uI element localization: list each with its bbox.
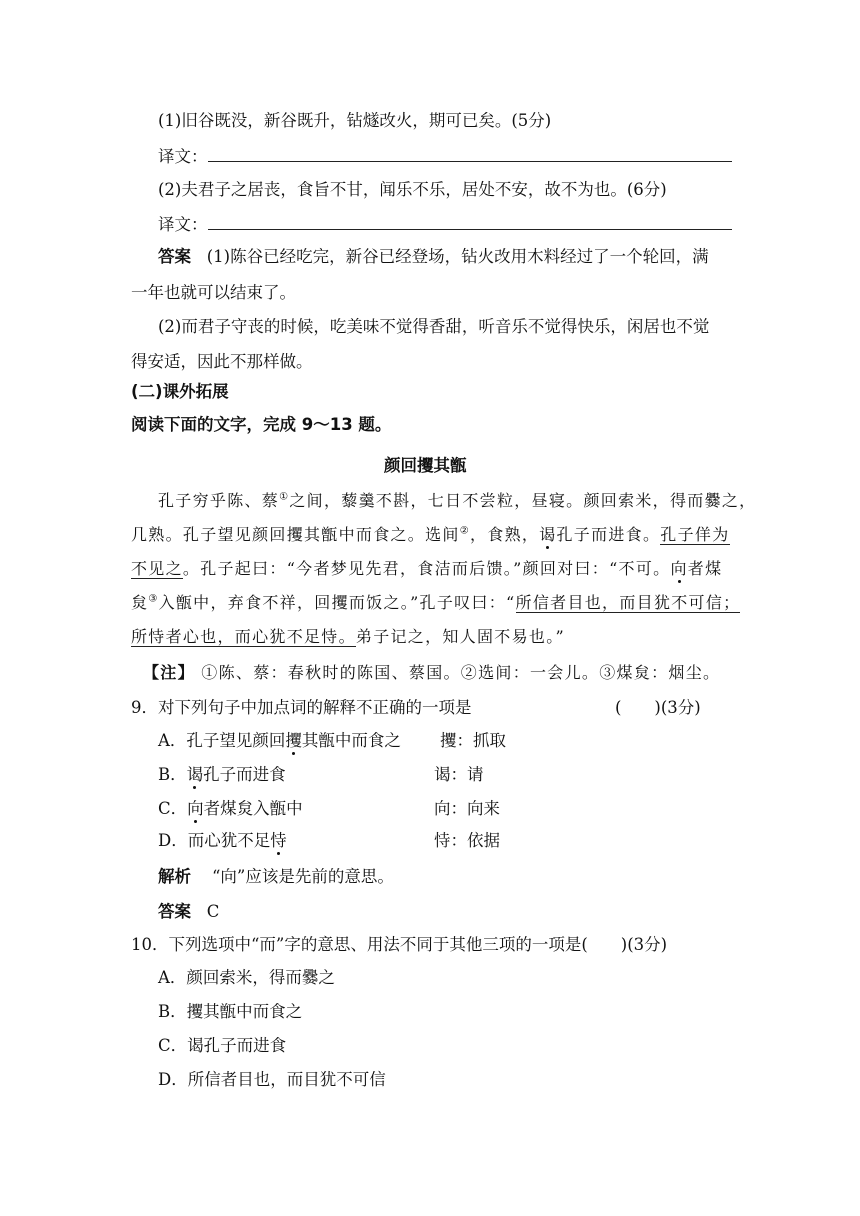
analysis-text: “向”应该是先前的意思。 [211,867,394,886]
option-text: 者煤炱入甑中 [203,799,303,818]
answer-line-1b: 一年也就可以结束了。 [131,283,296,302]
answer-line-2b: 得安适，因此不那样做。 [131,352,313,371]
option-text: D．而心犹不足 [158,831,271,850]
translation-label: 译文： [158,215,208,234]
translation-label: 译文： [158,147,208,166]
question-10-option-c: C．谒孔子而进食 [158,1036,287,1055]
footnote-marker: ② [459,525,470,537]
question-10-option-d: D．所信者目也，而目犹不可信 [158,1070,386,1089]
option-a-gloss: 攫：抓取 [440,731,506,750]
passage-line-4 [131,592,740,614]
question-9-option-c [158,798,303,820]
question-9-option-a [158,730,401,752]
passage-text: 之间，藜羹不斟，七日不尝粒，昼寝。颜回索米，得而爨之， [289,491,757,510]
answer-blank [208,215,732,230]
question-9-analysis [158,866,394,888]
option-d-gloss: 恃：依据 [434,831,500,850]
question-10-option-a: A．颜回索米，得而爨之 [158,968,335,987]
passage-line-5 [131,626,565,648]
answer-line-2a: (2)而君子守丧的时候，吃美味不觉得香甜，听音乐不觉得快乐，闲居也不觉 [158,317,710,336]
option-text: 其甑中而食之 [301,731,401,750]
option-text: A．孔子望见颜回 [158,731,286,750]
option-text: B． [158,765,187,784]
translation-line-1 [158,146,732,168]
dotted-word: 攫 [285,731,302,750]
question-9-stem: 9．对下列句子中加点词的解释不正确的一项是 [131,698,472,717]
dotted-word: 谒 [539,525,557,544]
question-10-option-b: B．攫其甑中而食之 [158,1002,303,1021]
passage-title: 颜回攫其甑 [384,456,467,475]
passage-line-2 [131,524,730,546]
analysis-label: 解析 [158,867,191,886]
answer-label: 答案 [158,902,191,921]
question-8-sentence-2: (2)夫君子之居丧，食旨不甘，闻乐不乐，居处不安，故不为也。(6分) [158,180,667,199]
option-b-gloss: 谒：请 [434,765,484,784]
question-8-sentence-1: (1)旧谷既没，新谷既升，钻燧改火，期可已矣。(5分) [158,111,552,130]
underlined-text: 所恃者心也，而心犹不足恃。 [131,627,356,646]
passage-text: ，食熟， [469,525,540,544]
option-text: C． [158,799,188,818]
passage-text: 孔子穷乎陈、蔡 [158,491,280,510]
underlined-text: 孔子佯为 [660,525,730,544]
question-9-score: ( )(3分) [615,698,701,717]
question-9-answer [158,901,219,923]
footnote [143,662,720,684]
option-text: 孔子而进食 [203,765,286,784]
passage-text: 入甑中，弃食不祥，回攫而饭之。”孔子叹曰：“ [158,593,516,612]
answer-line-1a [158,246,709,268]
passage-text: 几熟。孔子望见颜回攫其甑中而食之。选间 [131,525,460,544]
dotted-word: 向 [187,799,204,818]
option-c-gloss: 向：向来 [434,799,500,818]
answer-text: C [206,902,220,921]
answer-blank [208,147,732,162]
question-9-option-b [158,764,286,786]
footnote-marker: ③ [148,593,159,605]
answer-text: (1)陈谷已经吃完，新谷已经登场，钻火改用木料经过了一个轮回，满 [206,247,709,266]
passage-text: 弟子记之，知人固不易也。” [355,627,565,646]
section-heading: (二)课外拓展 [131,382,229,401]
passage-line-3 [131,558,722,580]
passage-line-1 [158,490,756,512]
passage-text: 炱 [131,593,149,612]
underlined-text: 不见之 [131,559,183,578]
reading-instruction: 阅读下面的文字，完成 9～13 题。 [131,415,392,434]
note-text: ①陈、蔡：春秋时的陈国、蔡国。②选间：一会儿。③煤炱：烟尘。 [201,663,721,682]
underlined-text: 所信者目也，而目犹不可信； [515,593,741,612]
dotted-word: 谒 [186,765,204,784]
footnote-marker: ① [279,491,290,503]
question-10-stem: 10．下列选项中“而”字的意思、用法不同于其他三项的一项是( )(3分) [131,935,668,954]
note-label: 【注】 [143,663,195,682]
answer-label: 答案 [158,247,191,266]
dotted-word: 恃 [270,831,287,850]
dotted-word: 向 [670,559,688,578]
passage-text: 者煤 [687,559,723,578]
passage-text: 孔子而进食。 [556,525,661,544]
translation-line-2 [158,214,732,236]
passage-text: 。孔子起曰：“今者梦见先君，食洁而后馈。”颜回对曰：“不可。 [182,559,671,578]
question-9-option-d [158,830,287,852]
